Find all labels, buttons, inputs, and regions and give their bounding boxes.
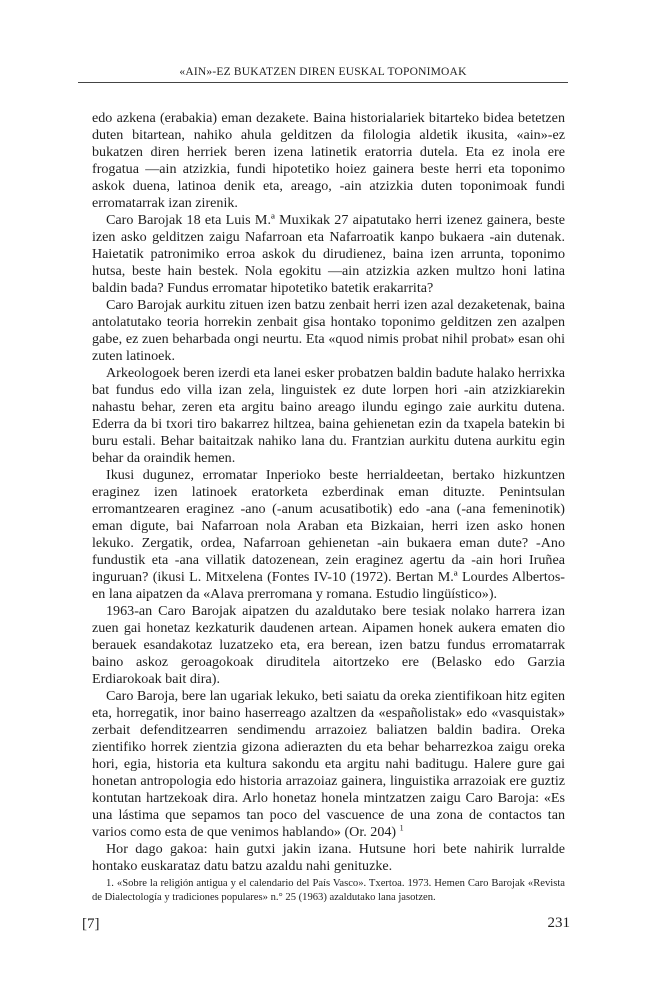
body-text xyxy=(92,110,565,875)
paragraph-text: Caro Baroja, bere lan ugariak lekuko, beti saiatu da oreka zientifikoan hitz egiten eta, horregatik, inor baino haserreago azaltzen da «españolistak» edo «vasquistak» zerbait defenditzearren sendimendu arrazoiez baliatzen baldin badira. Oreka zientifiko horrek zientzia gizona adierazten du eta behar beharrezkoa zaigu oreka hori, egia, historia eta kultura sakondu eta argitu nahi baditugu. Halere gure gai honetan antropologia edo historia arrazoiaz gainera, linguistika arrazoiak ere guztiz kontutan hartzekoak dira. Arlo honetaz honela mintzatzen zaigu Caro Baroja: «Es una lástima que sepamos tan poco del vascuence de una zona de contactos tan varios como esta de que venimos hablando» (Or. 204) xyxy=(92,688,565,840)
paragraph: 1963-an Caro Barojak aipatzen du azaldutako bere tesiak nolako harrera izan zuen gai honetaz kezkaturik daudenen artean. Aipamen honek aukera ematen dio berauek esandakotaz luzatzeko eta, era berean, izen batzu fundus erromatarrak baino askoz geroagokoak diruditela aitortzeko ere (Belasko edo Garzia Erdiarokoak bait dira). xyxy=(92,603,565,687)
paragraph-with-note xyxy=(92,688,565,841)
running-header: «AIN»-EZ BUKATZEN DIREN EUSKAL TOPONIMOAK xyxy=(78,66,568,83)
paragraph: Caro Barojak aurkitu zituen izen batzu zenbait herri izen azal dezaketenak, baina antolatutako teoria horrekin zenbait gisa hontako toponimo gelditzen zen azalpen gabe, ez zuen beharbada ongi neurtu. Eta «quod nimis probat nihil probat» esan ohi zuten latinoek. xyxy=(92,297,565,364)
paragraph: Hor dago gakoa: hain gutxi jakin izana. Hutsune hori bete nahirik lurralde hontako euskarataz datu batzu azaldu nahi genituzke. xyxy=(92,841,565,874)
paragraph: Ikusi dugunez, erromatar Inperioko beste herrialdeetan, bertako hizkuntzen eraginez izen latinoek eratorketa ezberdinak eman dituzte. Penintsulan erromantzearen eraginez -ano (-anum acusatibotik) edo -ana (-ana femeninotik) eman digute, bai Nafarroan nola Araban eta Bizkaian, herri izen asko honen lekuko. Zergatik, ordea, Nafarroan gehienetan -ain bukaera eman dute? -Ano fundustik eta -ana villatik datozenean, zein eraginez agertu da -ain hori Iruñea inguruan? (ikusi L. Mitxelena (Fontes IV-10 (1972). Bertan M.ª Lourdes Albertos-en lana aipatzen da «Alava prerromana y romana. Estudio lingüístico»). xyxy=(92,467,565,602)
footnote: 1. «Sobre la religión antigua y el calendario del País Vasco». Txertoa. 1973. Hemen Caro Barojak «Revista de Dialectología y tradiciones populares» n.° 25 (1963) azaldutako lana jasotzen. xyxy=(92,878,565,903)
paragraph: Arkeologoek beren izerdi eta lanei esker probatzen baldin badute halako herrixka bat fundus edo villa izan zela, linguistek ez dute lorpen hori -ain atzizkiarekin nahastu behar, zeren eta argitu baino areago ilundu egingo zaie aurkitu dutena. Ederra da bi txori tiro bakarrez hiltzea, baina gehienetan ezin da txapela batekin bi buru estali. Behar baitaitzak nahiko lana du. Frantzian aurkitu dutena aurkitu egin behar da oraindik hemen. xyxy=(92,365,565,466)
page-reference: [7] xyxy=(82,916,100,932)
footnote-marker[interactable]: 1 xyxy=(399,823,404,833)
paragraph: Caro Barojak 18 eta Luis M.ª Muxikak 27 aipatutako herri izenez gainera, beste izen asko gelditzen zaigu Nafarroan eta Nafarroatik kanpo bukaera -ain dutenak. Haietatik patronimiko erroa askok du dirudienez, baina izen arrunta, toponimo hutsa, beste hain bestek. Nola egokitu —ain atzizkia azken multzo honi latina baldin bada? Fundus erromatar hipotetiko batetik erakarrita? xyxy=(92,212,565,296)
page-number: 231 xyxy=(547,915,570,931)
paragraph: edo azkena (erabakia) eman dezakete. Baina historialariek bitarteko bidea betetzen duten bitartean, nahiko ahula gelditzen da filologia aldetik ikusita, «ain»-ez bukatzen diren herriek beren izena latinetik eratorria dutela. Eta ez inola ere frogatua —ain atzizkia, fundi hipotetiko hoiez gainera beste herri eta toponimo askok duena, latinoa denik eta, areago, -ain atzizkia duten toponimoak fundi erromatarrak izan zirenik. xyxy=(92,110,565,211)
